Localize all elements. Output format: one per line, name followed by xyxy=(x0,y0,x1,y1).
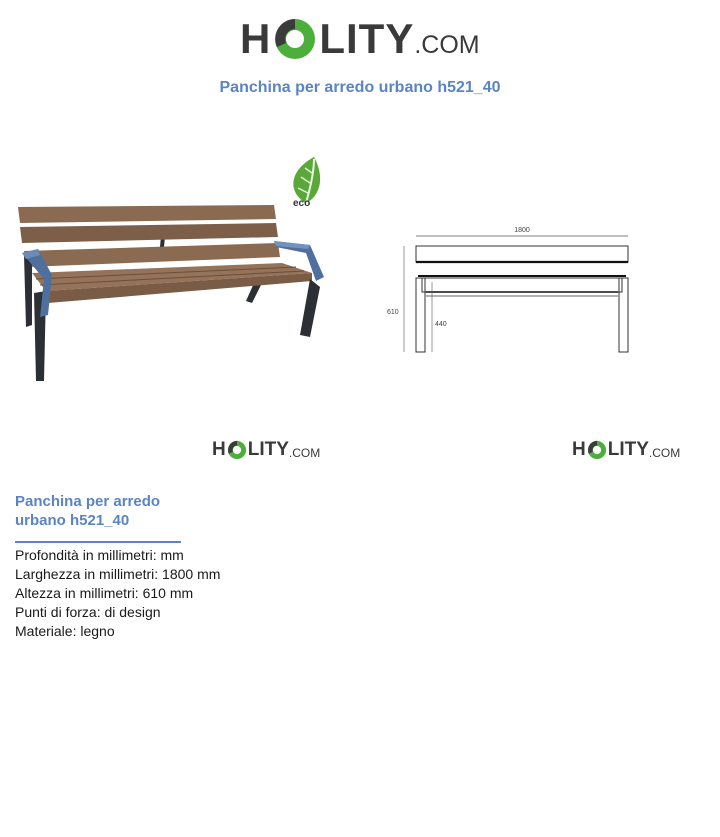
product-title: Panchina per arredo urbano h521_40 xyxy=(219,79,501,96)
logo-text-h: H xyxy=(212,439,226,460)
bench-photo xyxy=(16,195,328,385)
logo-text-lity: LITY xyxy=(607,439,649,460)
spec-height: Altezza in millimetri: 610 mm xyxy=(15,585,194,601)
logo-text-com: .COM xyxy=(648,446,681,460)
logo-text-com: .COM xyxy=(414,30,480,59)
logo-o-icon xyxy=(227,440,247,460)
logo-o-icon xyxy=(587,440,607,460)
brand-logo[interactable] xyxy=(240,14,480,64)
spec-depth: Profondità in millimetri: mm xyxy=(15,547,184,563)
section-divider xyxy=(15,541,181,543)
logo-text-lity: LITY xyxy=(247,439,289,460)
brand-logo-small-left[interactable] xyxy=(212,438,320,462)
spec-list xyxy=(15,546,220,641)
spec-width: Larghezza in millimetri: 1800 mm xyxy=(15,566,221,582)
technical-drawing xyxy=(382,222,638,358)
spec-material: Materiale: legno xyxy=(15,623,115,639)
eco-label: eco xyxy=(293,198,311,209)
details-title: Panchina per arredo urbano h521_40 xyxy=(15,493,161,529)
logo-text-com: .COM xyxy=(288,446,321,460)
brand-logo-small-right[interactable] xyxy=(572,438,680,462)
spec-strengths: Punti di forza: di design xyxy=(15,604,161,620)
logo-o-icon xyxy=(273,17,317,61)
width-dimension-label: 1800 xyxy=(514,227,530,234)
seat-height-dimension-label: 440 xyxy=(435,321,447,328)
logo-text-lity: LITY xyxy=(319,15,415,62)
height-dimension-label: 610 xyxy=(387,309,399,316)
logo-text-h: H xyxy=(572,439,586,460)
logo-text-h: H xyxy=(240,15,272,62)
